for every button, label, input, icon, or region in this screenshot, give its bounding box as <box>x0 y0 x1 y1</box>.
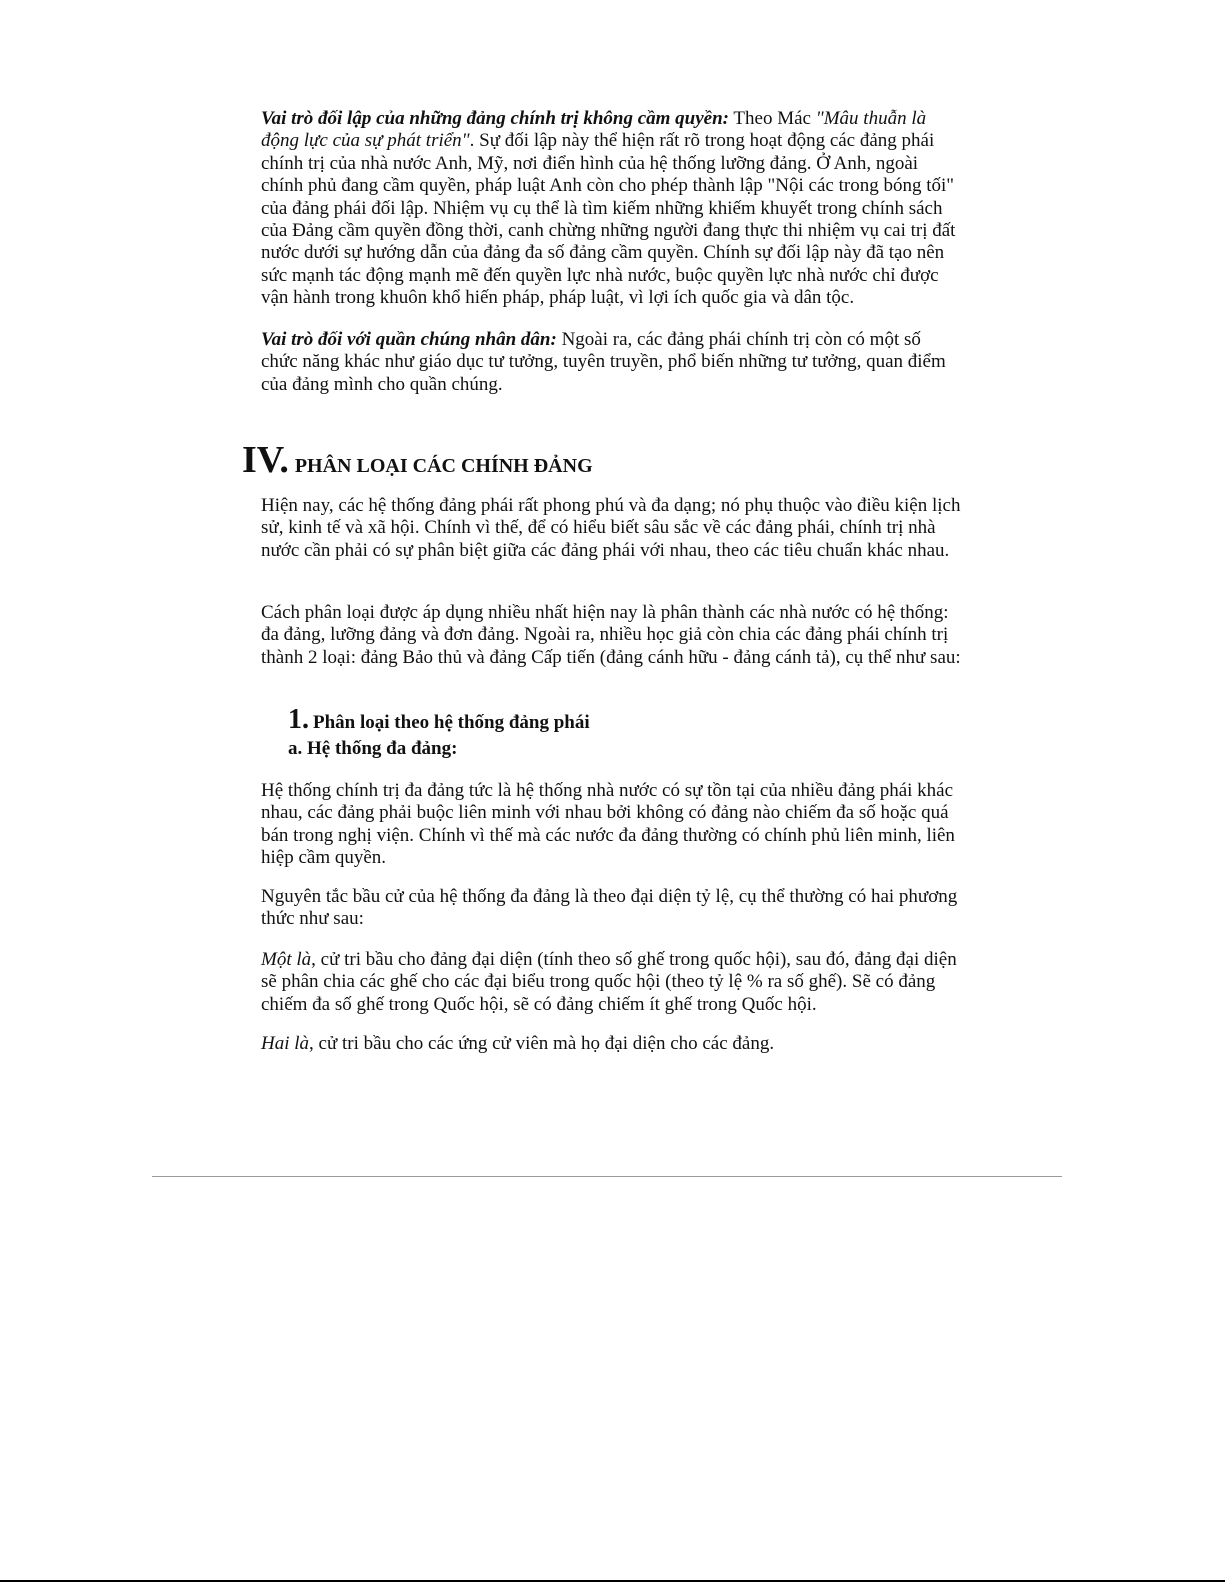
multi-party-heading: a. Hệ thống đa đảng: <box>288 738 458 759</box>
paragraph-method-one <box>261 949 961 1016</box>
paragraph-lead: Hai là <box>261 1033 310 1054</box>
paragraph-text: , cử tri bầu cho các ứng cử viên mà họ đại diện cho các đảng. <box>309 1033 775 1054</box>
subsection-number: 1. <box>288 704 309 735</box>
paragraph-classification <box>261 602 961 669</box>
paragraph-election-principle <box>261 886 961 931</box>
paragraph-opposition-role <box>261 108 961 310</box>
paragraph-multi-party <box>261 780 961 870</box>
paragraph-masses-role <box>261 329 961 396</box>
paragraph-intro <box>261 495 961 562</box>
page-footer-divider <box>152 1176 1062 1177</box>
paragraph-lead: Vai trò đối với quần chúng nhân dân: <box>261 329 557 350</box>
section-heading <box>242 438 593 482</box>
subsection-heading <box>288 704 590 736</box>
paragraph-text: Theo Mác <box>729 108 816 129</box>
page-bottom-border <box>0 1580 1225 1582</box>
paragraph-text: Ngoài ra, các đảng phái chính trị còn có một số chức năng khác như giáo dục tư tưởng, tuyên truyền, phổ biến những tư tưởng, quan điểm của đảng mình cho quần chúng. <box>261 329 946 395</box>
paragraph-text: Hiện nay, các hệ thống đảng phái rất phong phú và đa dạng; nó phụ thuộc vào điều kiện lịch sử, kinh tế và xã hội. Chính vì thế, để có hiểu biết sâu sắc về các đảng phái, chính trị nhà nước cần phải có sự phân biệt giữa các đảng phái với nhau, theo các tiêu chuẩn khác nhau. <box>261 495 961 561</box>
section-title: PHÂN LOẠI CÁC CHÍNH ĐẢNG <box>294 455 593 477</box>
paragraph-lead: Vai trò đối lập của những đảng chính trị không cầm quyền: <box>261 108 730 129</box>
paragraph-lead: Một là <box>261 949 312 970</box>
paragraph-text: , cử tri bầu cho đảng đại diện (tính theo số ghế trong quốc hội), sau đó, đảng đại diện sẽ phân chia các ghế cho các đại biểu trong quốc hội (theo tỷ lệ % ra số ghế). Sẽ có đảng chiếm đa số ghế trong Quốc hội, sẽ có đảng chiếm ít ghế trong Quốc hội. <box>261 949 957 1015</box>
paragraph-text: Hệ thống chính trị đa đảng tức là hệ thống nhà nước có sự tồn tại của nhiều đảng phái khác nhau, các đảng phải buộc liên minh với nhau bởi không có đảng nào chiếm đa số hoặc quá bán trong nghị viện. Chính vì thế mà các nước đa đảng thường có chính phủ liên minh, liên hiệp cầm quyền. <box>261 780 955 869</box>
paragraph-text: Cách phân loại được áp dụng nhiều nhất hiện nay là phân thành các nhà nước có hệ thống: đa đảng, lưỡng đảng và đơn đảng. Ngoài ra, nhiều học giả còn chia các đảng phái chính trị thành 2 loại: đảng Bảo thủ và đảng Cấp tiến (đảng cánh hữu - đảng cánh tả), cụ thể như sau: <box>261 602 961 668</box>
paragraph-method-two <box>261 1033 961 1055</box>
paragraph-text: Nguyên tắc bầu cử của hệ thống đa đảng là theo đại diện tỷ lệ, cụ thể thường có hai phương thức như sau: <box>261 886 958 930</box>
marx-quote: "Mâu thuẫn là động lực của sự phát triển" <box>261 108 927 152</box>
subsection-title: Phân loại theo hệ thống đảng phái <box>313 712 590 733</box>
section-number: IV. <box>242 439 289 481</box>
paragraph-text: . Sự đối lập này thể hiện rất rõ trong hoạt động các đảng phái chính trị của nhà nước Anh, Mỹ, nơi điển hình của hệ thống lưỡng đảng. Ở Anh, ngoài chính phủ đang cầm quyền, pháp luật Anh còn cho phép thành lập "Nội các trong bóng tối" của đảng phái đối lập. Nhiệm vụ cụ thể là tìm kiếm những khiếm khuyết trong chính sách của Đảng cầm quyền đồng thời, canh chừng những người đang thực thi nhiệm vụ cai trị đất nước dưới sự hướng dẫn của đảng đa số đảng cầm quyền. Chính sự đối lập này đã tạo nên sức mạnh tác động mạnh mẽ đến quyền lực nhà nước, buộc quyền lực nhà nước chỉ được vận hành trong khuôn khổ hiến pháp, pháp luật, vì lợi ích quốc gia và dân tộc. <box>261 130 956 309</box>
